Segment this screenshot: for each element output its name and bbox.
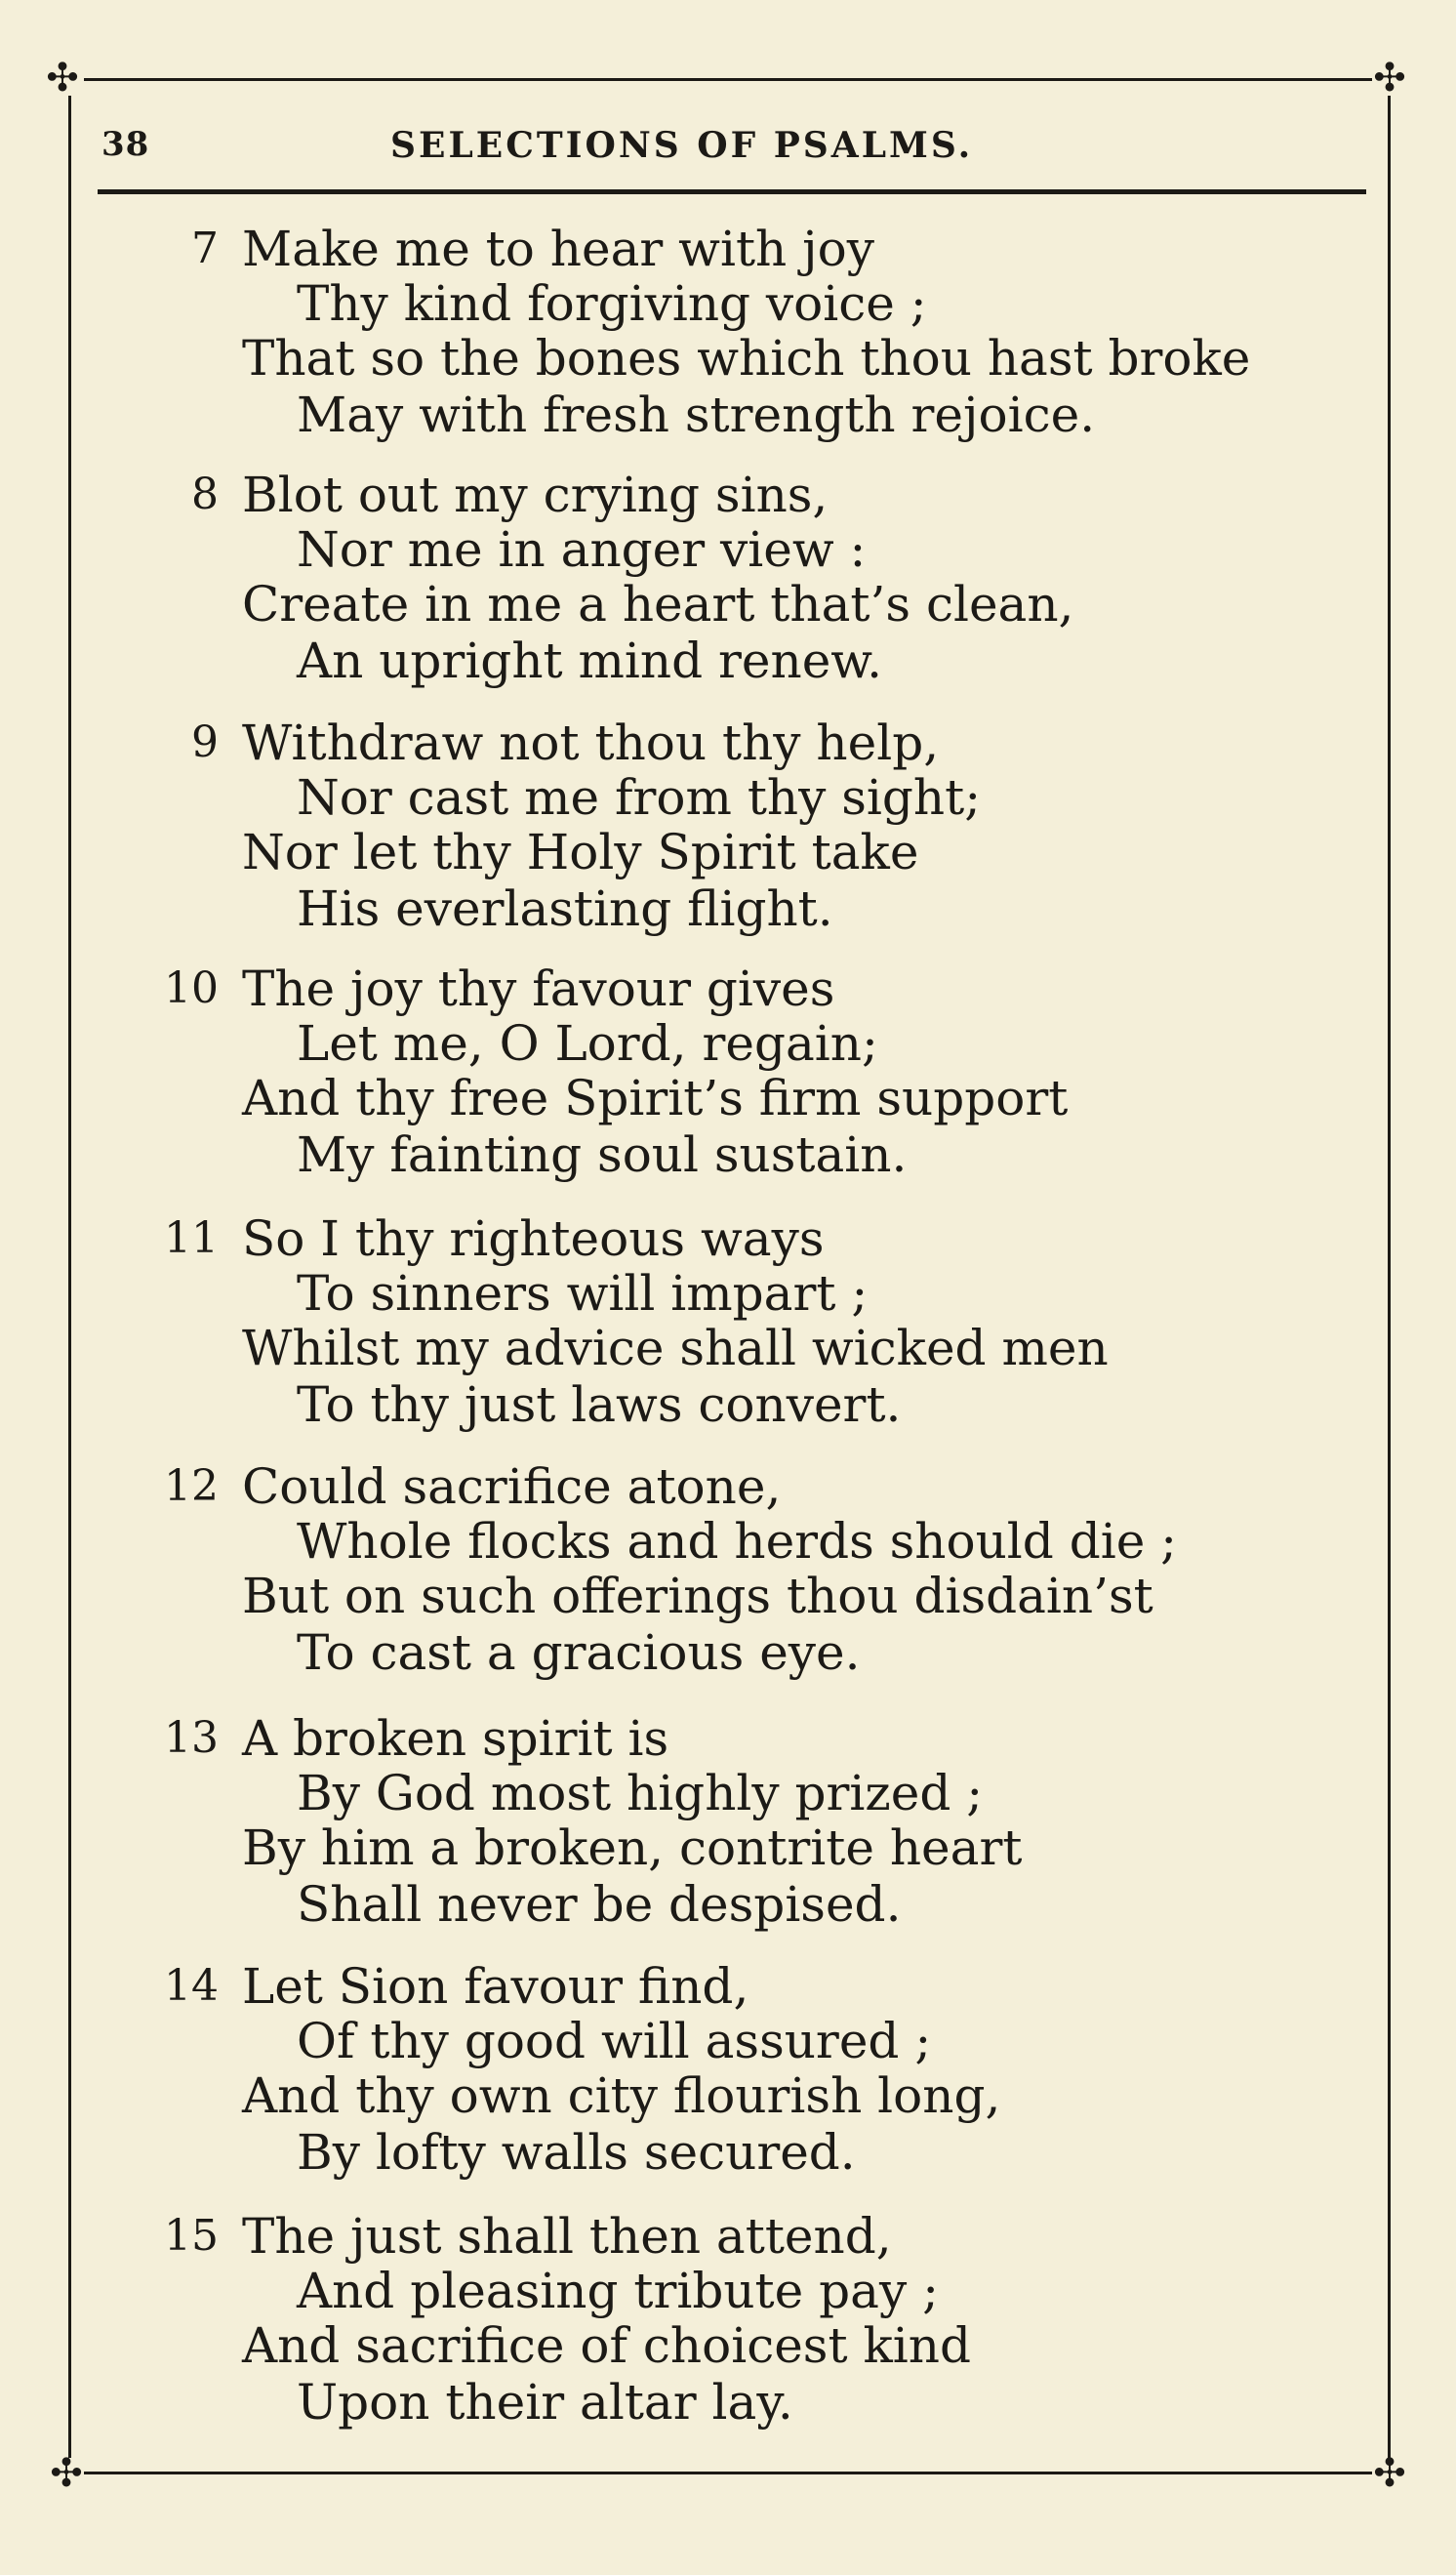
verse-line: Let me, O Lord, regain; xyxy=(297,1015,878,1072)
verse-line: So I thy righteous ways xyxy=(242,1210,825,1267)
verse-line: That so the bones which thou hast broke xyxy=(242,330,1251,387)
verse-line: The joy thy favour gives xyxy=(242,961,835,1017)
verse-line: Of thy good will assured ; xyxy=(297,2013,932,2069)
top-border-rule xyxy=(84,78,1372,81)
running-title: SELECTIONS OF PSALMS. xyxy=(390,125,974,166)
verse-line: Create in me a heart that’s clean, xyxy=(242,576,1074,633)
verse-number: 7 xyxy=(191,224,219,273)
verse-line: Blot out my crying sins, xyxy=(242,467,829,523)
verse-line: A broken spirit is xyxy=(242,1710,669,1767)
corner-ornament-icon: ✣ xyxy=(46,56,79,101)
verse-number: 14 xyxy=(164,1961,219,2011)
verse-number: 13 xyxy=(164,1713,219,1763)
verse-number: 9 xyxy=(191,717,219,767)
verse-line: By lofty walls secured. xyxy=(297,2124,856,2181)
verse-line: And thy free Spirit’s firm support xyxy=(242,1070,1069,1126)
verse-line: To thy just laws convert. xyxy=(297,1376,902,1433)
verse-line: But on such offerings thou disdain’st xyxy=(242,1568,1153,1624)
verse-line: Let Sion favour find, xyxy=(242,1958,749,2015)
verse-line: Nor let thy Holy Spirit take xyxy=(242,824,919,880)
left-border-rule xyxy=(68,96,71,2458)
page-number: 38 xyxy=(101,125,150,164)
verse-line: To cast a gracious eye. xyxy=(297,1624,861,1681)
verse-number: 15 xyxy=(164,2211,219,2261)
verse-line: By God most highly prized ; xyxy=(297,1765,984,1821)
corner-ornament-icon: ✣ xyxy=(1373,2451,1406,2496)
verse-line: Whilst my advice shall wicked men xyxy=(242,1320,1109,1376)
verse-line: And thy own city flourish long, xyxy=(242,2067,1001,2124)
verse-line: And sacrifice of choicest kind xyxy=(242,2317,971,2374)
verse-number: 11 xyxy=(164,1213,219,1263)
corner-ornament-icon: ✣ xyxy=(1373,56,1406,101)
verse-number: 10 xyxy=(164,963,219,1013)
right-border-rule xyxy=(1388,96,1391,2458)
corner-ornament-icon: ✣ xyxy=(50,2451,83,2496)
verse-line: Shall never be despised. xyxy=(297,1876,902,1933)
verse-line: To sinners will impart ; xyxy=(297,1265,869,1322)
verse-line: And pleasing tribute pay ; xyxy=(297,2263,939,2319)
bottom-border-rule xyxy=(84,2472,1372,2474)
verse-number: 8 xyxy=(191,470,219,519)
verse-line: An upright mind renew. xyxy=(297,633,883,689)
header-rule xyxy=(98,189,1366,194)
verse-line: By him a broken, contrite heart xyxy=(242,1819,1023,1876)
verse-line: My fainting soul sustain. xyxy=(297,1126,908,1183)
verse-line: Nor me in anger view : xyxy=(297,521,867,578)
verse-line: May with fresh strength rejoice. xyxy=(297,387,1096,443)
verse-line: Upon their altar lay. xyxy=(297,2374,793,2431)
verse-line: Withdraw not thou thy help, xyxy=(242,715,940,771)
verse-number: 12 xyxy=(164,1461,219,1511)
verse-line: Thy kind forgiving voice ; xyxy=(297,275,927,332)
verse-line: Nor cast me from thy sight; xyxy=(297,769,982,826)
verse-line: Whole flocks and herds should die ; xyxy=(297,1513,1178,1570)
verse-line: Could sacrifice atone, xyxy=(242,1458,782,1515)
verse-line: His everlasting flight. xyxy=(297,880,833,937)
verse-line: The just shall then attend, xyxy=(242,2208,892,2265)
verse-line: Make me to hear with joy xyxy=(242,221,874,277)
